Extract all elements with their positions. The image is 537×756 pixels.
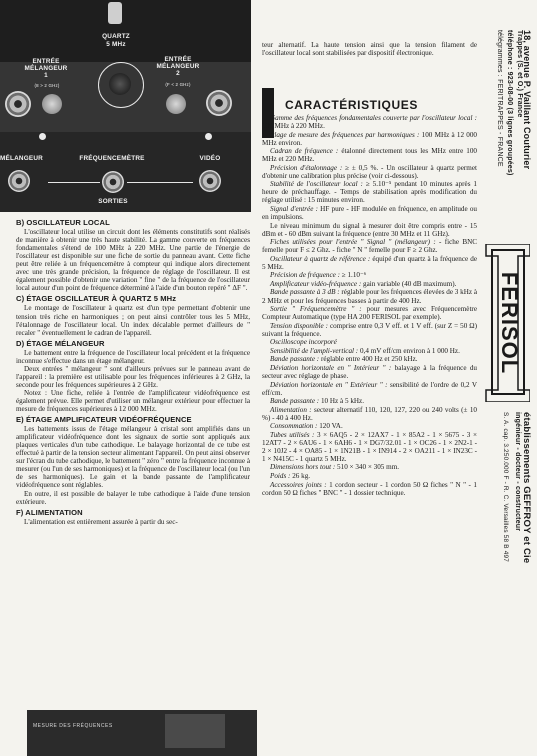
mixer2-label: ENTRÉE MÉLANGEUR 2 xyxy=(156,56,200,77)
section-c-text: Le montage de l'oscillateur à quartz est d'un type permettant d'obtenir une tension très riche en harmoniques ; on peut ainsi contrôler tous les 5 MHz, l'étalonnage de l'oscillateur local. Un index décalable permet d'ailleurs de " recaler " éventuellement le cadran de l'appareil. xyxy=(16,304,250,337)
characteristic-label: Bande passante : xyxy=(270,355,321,364)
characteristic-label: Gamme des fréquences fondamentales couverte par l'oscillateur local : xyxy=(270,114,477,122)
side-phone: téléphone : 923-08-00 (3 lignes groupées) xyxy=(506,30,513,176)
characteristic-value: pour mesures avec Fréquencemètre Compteur Automatique (type HA 200 FERISOL par exemple). xyxy=(262,305,477,322)
characteristic-value: comprise entre 0,3 V eff. et 1 V eff. (sur Z = 50 Ω) suivant la fréquence. xyxy=(262,321,477,338)
characteristic-value: réglable pour les fréquences élevées de 3 kHz à 2 MHz et pour les fréquences basses à partir de 400 Hz. xyxy=(262,288,478,305)
section-b-title: B) OSCILLATEUR LOCAL xyxy=(16,218,110,227)
characteristic-item xyxy=(262,422,477,430)
section-e-text-1: Les battements issus de l'étage mélangeur à cristal sont amplifiés dans un amplificateur vidéofréquence dont les signaux de sortie sont appliqués aux plaques verticales d'un tube cathodique. Le balayage horizontal de ce tube est effectué à partir de la tension secteur alimentant l'appareil. On peut ainsi observer sur l'écran du tube cathodique, le battement " zéro " entre la fréquence inconnue à mesurer (ou l'un de ses harmoniques) et la fréquence de l'oscillateur local (ou l'un de ses harmoniques). Le gain et la bande passante de l'amplificateur vidéofréquence sont réglables. xyxy=(16,425,250,490)
side-roles: ingénieur - docteur - constructeur xyxy=(514,412,521,532)
characteristic-item xyxy=(262,347,477,355)
characteristic-label: Sensibilité de l'ampli-vertical : xyxy=(270,346,360,355)
continuation-text: teur alternatif. La haute tension ainsi que la tension filament de l'oscillateur local sont stabilisées par dispositif électronique. xyxy=(262,41,477,58)
characteristic-item xyxy=(262,164,477,180)
characteristic-label: Oscillateur à quartz de référence : xyxy=(270,254,373,263)
characteristic-item xyxy=(262,288,477,304)
characteristic-item xyxy=(262,338,477,346)
characteristic-item xyxy=(262,463,477,471)
characteristic-label: Alimentation : xyxy=(270,405,315,414)
melangeur-connector[interactable] xyxy=(8,170,30,192)
mixer1-label: ENTRÉE MÉLANGEUR 1 xyxy=(24,58,68,79)
characteristic-item xyxy=(262,406,477,422)
characteristic-value: secteur alternatif 110, 120, 127, 220 ou 240 volts (± 10 %) - 40 à 400 Hz. xyxy=(262,405,478,422)
characteristic-value: gain variable (40 dB maximum). xyxy=(363,279,457,288)
characteristic-item xyxy=(262,147,477,163)
mixer2-knob[interactable] xyxy=(166,94,186,114)
characteristic-item xyxy=(262,238,477,254)
sorties-label: SORTIES xyxy=(98,198,128,205)
quartz-freq-label: 5 MHz xyxy=(106,41,126,48)
characteristic-item xyxy=(262,205,477,221)
section-f-text: L'alimentation est entièrement assurée à partir du sec- xyxy=(24,517,178,526)
characteristic-label: Précision de fréquence : xyxy=(270,271,342,280)
characteristic-label: Poids : xyxy=(270,472,293,481)
characteristic-value: 100 MHz à 12 000 MHz environ. xyxy=(262,130,477,147)
characteristic-value: 100 MHz à 220 MHz. xyxy=(262,122,325,131)
characteristic-value: 1 cordon secteur - 1 cordon 50 Ω fiches " N " - 1 cordon 50 Ω fiches " BNC " - 1 dossier technique. xyxy=(262,480,477,497)
characteristic-value: équipé d'un quartz à la fréquence de 5 MHz. xyxy=(262,254,477,271)
characteristic-value: Le niveau minimum du signal à mesurer doit être compris entre - 15 dBm et - 60 dBm suivant la fréquence (entre 30 MHz et 11 GHz). xyxy=(262,221,477,238)
characteristic-item xyxy=(262,322,477,338)
top-continuation xyxy=(262,0,477,57)
mixer1-knob[interactable] xyxy=(42,94,62,114)
section-d-text-2: Deux entrées " mélangeur " sont d'ailleurs prévues sur le panneau avant de l'appareil : la première est utilisable pour les fréquences inférieures à 2 GHz, la seconde pour les fréquences supérieures à 2 GHz. xyxy=(16,364,250,389)
characteristic-item xyxy=(262,180,477,204)
characteristic-value: 120 VA. xyxy=(319,422,343,431)
mixer2-connector[interactable] xyxy=(206,90,232,116)
characteristic-label: Signal d'entrée : xyxy=(270,205,321,214)
characteristic-label: Tension disponible : xyxy=(270,321,330,330)
characteristic-value: ≥ 5.10⁻⁵ pendant 10 minutes après 1 heure de préchauffage. - Temps de stabilisation après modification du réglage utilisé : 15 minutes environ. xyxy=(262,180,477,205)
characteristic-value: ≥ 1.10⁻⁶ xyxy=(341,271,367,280)
characteristic-label: Précision d'étalonnage : xyxy=(270,163,346,172)
characteristics-title: CARACTÉRISTIQUES xyxy=(285,98,418,112)
characteristic-label: Plage de mesure des fréquences par harmoniques : xyxy=(270,130,422,139)
characteristic-item xyxy=(262,381,477,397)
section-e-text-2: En outre, il est possible de balayer le tube cathodique à l'aide d'une tension extérieure. xyxy=(16,489,250,506)
characteristic-label: Sortie " Fréquencemètre " : xyxy=(270,305,367,314)
characteristic-label: Bande passante : xyxy=(270,397,321,406)
section-d-title: D) ÉTAGE MÉLANGEUR xyxy=(16,338,105,348)
section-e-title: E) ÉTAGE AMPLIFICATEUR VIDÉOFRÉQUENCE xyxy=(16,415,192,425)
frequencemetre-label: FRÉQUENCEMÈTRE xyxy=(79,155,145,162)
side-telegram: télégrammes : FERITRAPPES - FRANCE xyxy=(496,30,503,167)
characteristics-list xyxy=(262,114,477,497)
quartz-toggle[interactable] xyxy=(108,2,122,24)
characteristic-value: balayage à la fréquence du secteur avec réglage de phase. xyxy=(262,363,477,380)
characteristic-label: Accessoires joints : xyxy=(270,480,330,489)
section-c-title: C) ÉTAGE OSCILLATEUR À QUARTZ 5 MHz xyxy=(16,294,177,304)
side-city: Trappes (S. et O.) France xyxy=(516,30,523,118)
characteristic-value: 3 × 6AQ5 - 2 × 12AX7 - 1 × 85A2 - 1 × 5675 - 3 × 12AT7 - 2 × 6AU6 - 1 × 6AH6 - 1 × DG7/32.01 - 1 × OC26 - 1 × 2N2-1 - 2 × 10J2 - 4 × OA85 - 1 × 1N21B - 1 × IN914 - 2 × OA211 - 1 × IN23C - 1 × N415C - 1 quartz 5 MHz. xyxy=(262,430,477,463)
side-address: 18, avenue P. Vaillant Couturier xyxy=(522,30,532,170)
characteristic-label: Déviation horizontale en " Intérieur " : xyxy=(270,363,395,372)
section-f-title: F) ALIMENTATION xyxy=(16,507,83,517)
mixer1-range: (8 > 2 GHz) xyxy=(34,83,60,88)
characteristic-item xyxy=(262,280,477,288)
section-d-text-1: Le battement entre la fréquence de l'oscillateur local précédent et la fréquence inconnue s'effectue dans un étage mélangeur. xyxy=(16,348,250,365)
melangeur-label: MÉLANGEUR xyxy=(0,155,43,162)
characteristic-value: 10 Hz à 5 kHz. xyxy=(320,397,364,406)
characteristic-item xyxy=(262,255,477,271)
quartz-center-knob[interactable] xyxy=(109,73,131,95)
quartz-label: QUARTZ xyxy=(102,33,130,40)
characteristic-label: Bande passante à 3 dB : xyxy=(270,288,342,297)
characteristic-value: 0,4 mV eff/cm environ à 1 000 Hz. xyxy=(359,346,460,355)
characteristic-item xyxy=(262,131,477,147)
characteristic-item xyxy=(262,222,477,238)
section-b-text: L'oscillateur local utilise un circuit dont les éléments constitutifs sont réalisés de manière à obtenir une très haute stabilité. La gamme couverte en fréquences fondamentales s'étend de 100 MHz à 220 MHz. Une partie de l'énergie de l'oscillateur est disponible sur une fiche de sortie du panneau avant. Cette fiche peut être reliée à un fréquencemètre à compteur qui indique alors directement avec une très grande précision, la fréquence de réglage de l'oscillateur. Il est également possible d'obtenir une variation " fine " de la fréquence de l'oscillateur local autour d'un point de fréquence déterminé à l'aide d'un bouton repéré " ΔF ". xyxy=(16,228,250,293)
characteristic-label: Tubes utilisés : xyxy=(270,430,318,439)
bottom-strip xyxy=(27,710,257,756)
characteristic-label: Dimensions hors tout : xyxy=(270,463,338,472)
characteristic-label: Consommation : xyxy=(270,422,320,431)
strip-label: MESURE DES FRÉQUENCES xyxy=(33,723,113,729)
ferisol-logo xyxy=(484,244,530,402)
characteristic-value: étalonné directement tous les MHz entre 100 MHz et 220 MHz. xyxy=(262,147,478,164)
video-label: VIDÉO xyxy=(199,155,221,162)
side-company: établissements GEFFROY et Cie xyxy=(521,412,532,564)
characteristic-item xyxy=(262,114,477,130)
characteristic-value: 510 × 340 × 305 mm. xyxy=(337,463,400,472)
video-connector[interactable] xyxy=(199,170,221,192)
characteristic-value: - fiche BNC femelle pour F ≤ 2 Ghz. - fiche " N " femelle pour F ≥ 2 Ghz. xyxy=(262,238,478,255)
characteristic-label: Amplificateur vidéo-fréquence : xyxy=(270,279,363,288)
characteristic-value: HF pure - HF modulée en fréquence, en amplitude ou en impulsions. xyxy=(262,205,477,222)
frequencemetre-connector[interactable] xyxy=(102,171,124,193)
characteristic-label: Fiches utilisées pour l'entrée " Signal " (mélangeur) : xyxy=(270,238,440,247)
characteristic-value: réglable entre 400 Hz et 250 kHz. xyxy=(320,355,418,364)
characteristic-label: Stabilité de l'oscillateur local : xyxy=(270,180,366,189)
section-d-text-3: Notez : Une fiche, reliée à l'entrée de l'amplificateur vidéofréquence est également prévue. Elle permet d'utiliser un mélangeur extérieur pour effectuer la mesure de fréquences supérieures à 12 000 MHz. xyxy=(16,388,250,414)
instrument-photo xyxy=(0,0,251,212)
left-column xyxy=(16,216,250,526)
characteristic-value: sensibilité de l'ordre de 0,2 V eff/cm. xyxy=(262,380,478,397)
characteristic-item xyxy=(262,355,477,363)
characteristic-label: Déviation horizontale en " Extérieur " : xyxy=(270,380,390,389)
characteristic-value: ≥ ± 0,5 %. - Un oscillateur à quartz permet d'obtenir une calibration plus précise (voir ci-dessous). xyxy=(262,163,477,180)
characteristic-item xyxy=(262,481,477,497)
characteristic-label: Oscilloscope incorporé xyxy=(270,338,337,347)
logo-text: FERISOL xyxy=(497,271,523,375)
mixer2-range: (F < 2 GHz) xyxy=(165,82,191,87)
side-capital: S. A. cap. 3.250.000 F - R. C. Versailles 58 B 497 xyxy=(502,412,509,562)
characteristic-item xyxy=(262,397,477,405)
characteristic-item xyxy=(262,364,477,380)
characteristic-item xyxy=(262,431,477,463)
characteristic-label: Cadran de fréquence : xyxy=(270,147,342,156)
characteristic-item xyxy=(262,271,477,279)
strip-inset xyxy=(165,714,225,748)
characteristic-item xyxy=(262,472,477,480)
characteristic-item xyxy=(262,305,477,321)
characteristic-value: 26 kg. xyxy=(292,472,311,481)
mixer1-connector[interactable] xyxy=(5,91,31,117)
